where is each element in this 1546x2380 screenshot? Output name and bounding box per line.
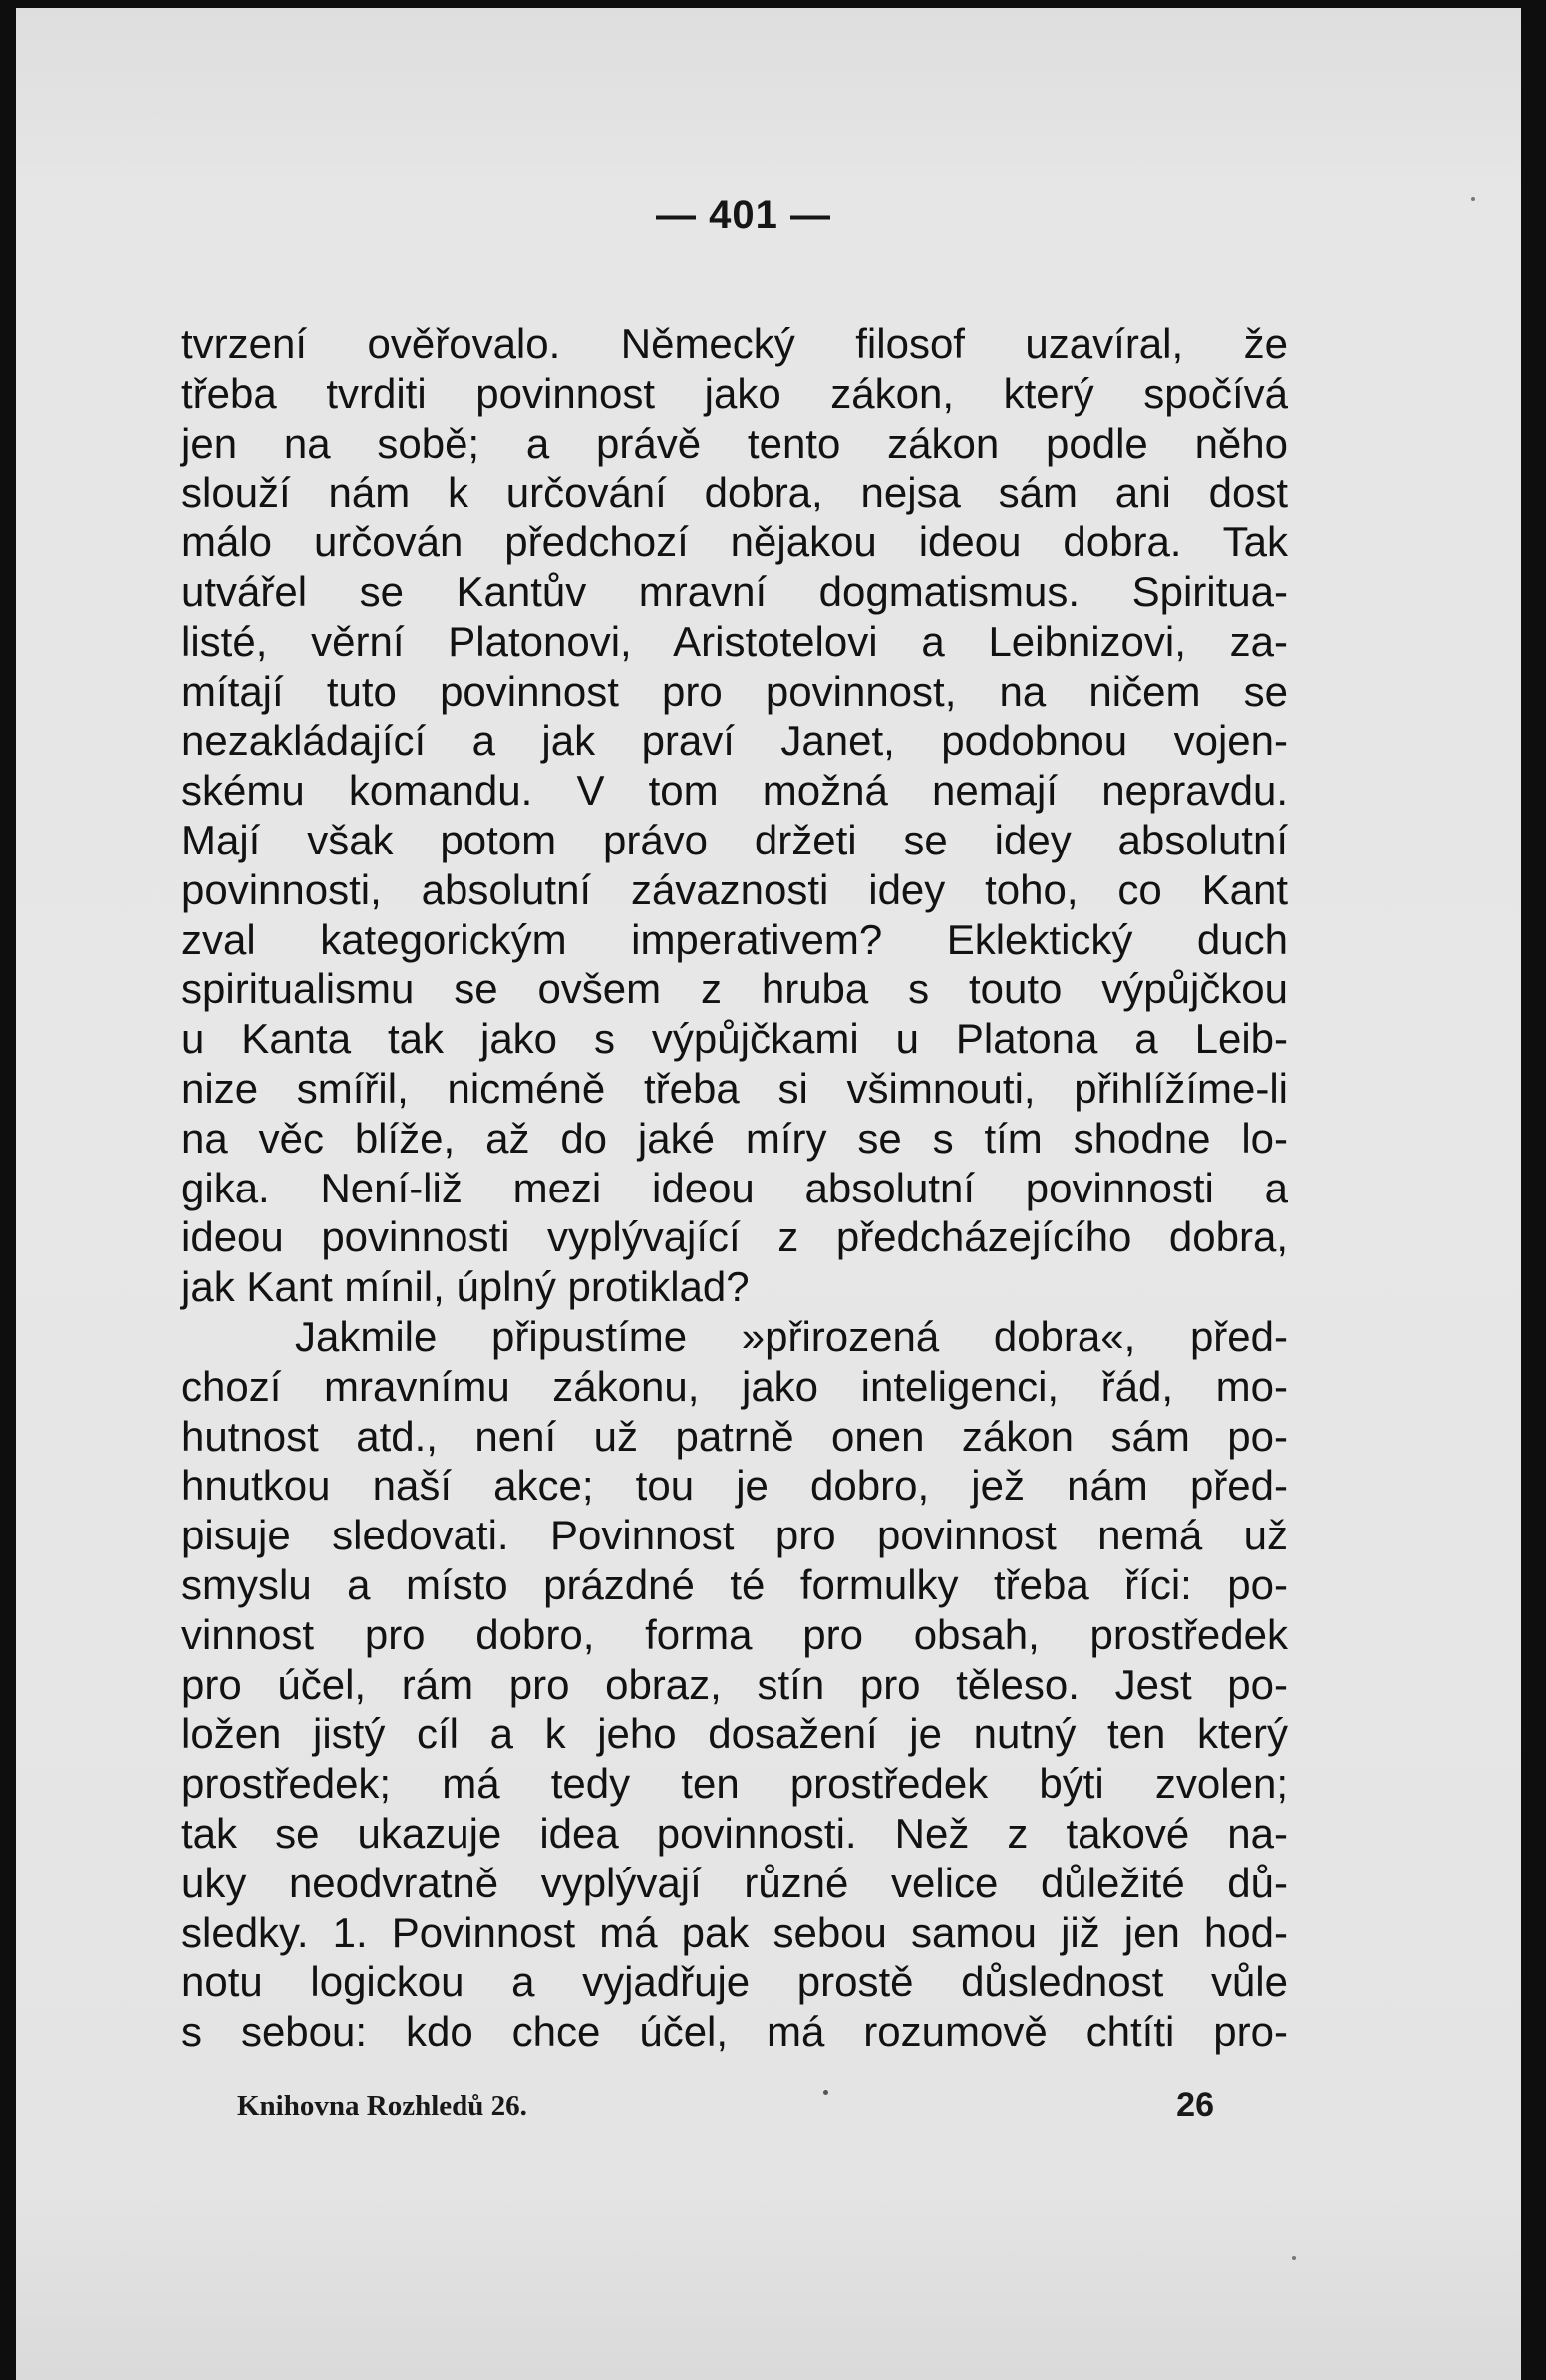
text-line: nize smířil, nicméně třeba si všimnouti, přihlížíme-li [181,1064,1288,1112]
text-line: jen na sobě; a právě tento zákon podle něho [181,419,1288,467]
ink-speck [1292,2256,1296,2260]
ink-speck [1471,197,1475,201]
text-line: slouží nám k určování dobra, nejsa sám ani dost [181,469,1288,516]
text-line: listé, věrní Platonovi, Aristotelovi a Leibnizovi, za- [181,617,1288,665]
text-line: ideou povinnosti vyplývající z předcházejícího dobra, [181,1213,1288,1261]
text-line: na věc blíže, až do jaké míry se s tím shodne lo- [181,1114,1288,1162]
text-line: pro účel, rám pro obraz, stín pro těleso. Jest po- [181,1660,1288,1708]
text-line: utvářel se Kantův mravní dogmatismus. Spiritua- [181,567,1288,615]
text-line: povinnosti, absolutní závaznosti idey toho, co Kant [181,865,1288,913]
text-line: chozí mravnímu zákonu, jako inteligenci, řád, mo- [181,1362,1288,1410]
text-line: málo určován předchozí nějakou ideou dobra. Tak [181,518,1288,566]
text-line: gika. Není-liž mezi ideou absolutní povinnosti a [181,1164,1288,1211]
text-line: uky neodvratně vyplývají různé velice důležité dů- [181,1859,1288,1906]
text-line: skému komandu. V tom možná nemají nepravdu. [181,767,1288,815]
text-line: notu logickou a vyjadřuje prostě důslednost vůle [181,1958,1288,2006]
text-line: spiritualismu se ovšem z hruba s touto výpůjčkou [181,965,1288,1013]
text-line: hutnost atd., není už patrně onen zákon sám po- [181,1412,1288,1460]
text-line: ložen jistý cíl a k jeho dosažení je nutný ten který [181,1710,1288,1758]
text-line: tvrzení ověřovalo. Německý filosof uzavíral, že [181,320,1288,367]
text-line: Mají však potom právo držeti se idey absolutní [181,816,1288,863]
text-line: tak se ukazuje idea povinnosti. Než z takové na- [181,1809,1288,1857]
text-line: vinnost pro dobro, forma pro obsah, prostředek [181,1610,1288,1658]
text-line: sledky. 1. Povinnost má pak sebou samou již jen hod- [181,1908,1288,1956]
footer-signature-number: 26 [1176,2086,1214,2124]
text-line: zval kategorickým imperativem? Eklektický duch [181,915,1288,963]
page-number: — 401 — [656,193,831,237]
text-line: třeba tvrditi povinnost jako zákon, který spočívá [181,369,1288,417]
text-line: s sebou: kdo chce účel, má rozumově chtíti pro- [181,2008,1288,2056]
text-line: nezakládající a jak praví Janet, podobnou vojen- [181,717,1288,765]
text-line: hnutkou naší akce; tou je dobro, jež nám před- [181,1462,1288,1510]
text-line: Jakmile připustíme »přirozená dobra«, před- [295,1312,1288,1360]
text-line: pisuje sledovati. Povinnost pro povinnost nemá už [181,1512,1288,1559]
text-line: jak Kant mínil, úplný protiklad? [181,1263,750,1311]
page-footer [237,2086,1214,2130]
ink-speck [823,2090,828,2095]
text-line: prostředek; má tedy ten prostředek býti zvolen; [181,1760,1288,1808]
text-line: u Kanta tak jako s výpůjčkami u Platona a Leib- [181,1015,1288,1063]
text-line: smyslu a místo prázdné té formulky třeba říci: po- [181,1560,1288,1608]
footer-series-title: Knihovna Rozhledů 26. [237,2090,527,2122]
book-page [16,8,1521,2380]
text-line: mítají tuto povinnost pro povinnost, na ničem se [181,667,1288,715]
body-text [181,319,1288,2057]
